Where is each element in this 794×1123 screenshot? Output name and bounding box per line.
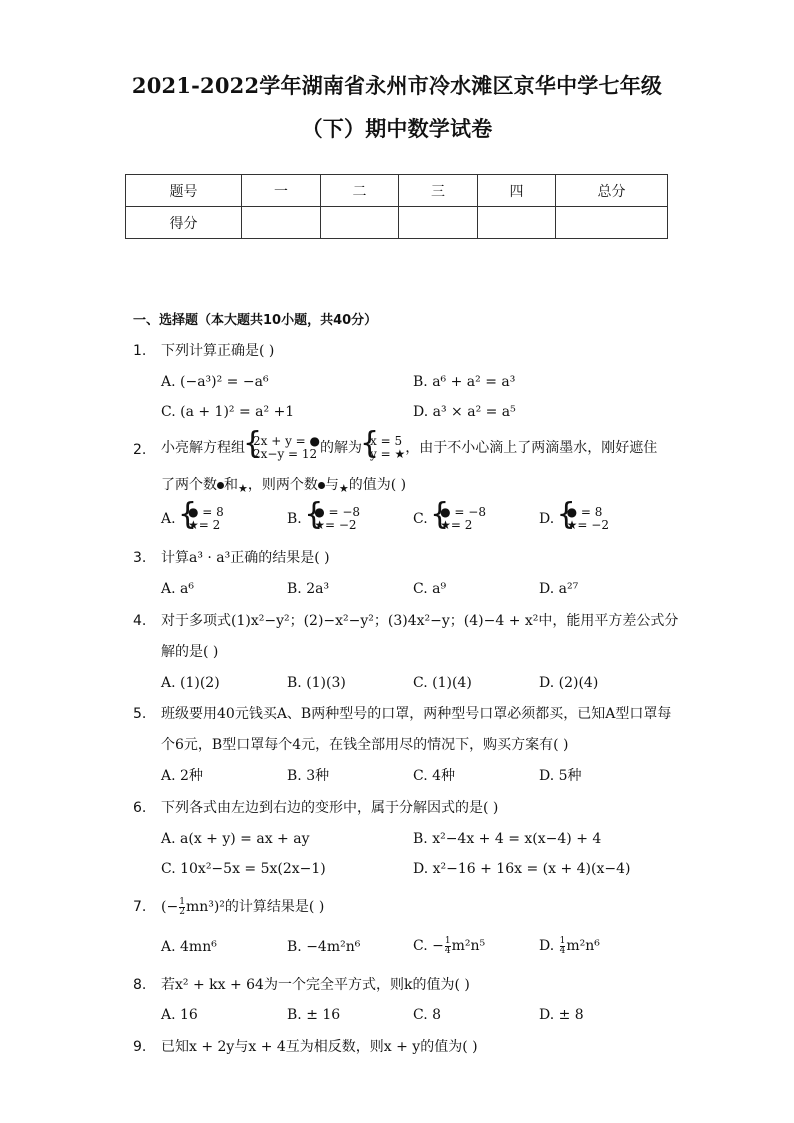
- option-system: [432, 506, 486, 532]
- option-a: A. 2种: [161, 768, 203, 784]
- q7-text-part: mn³)²的计算结果是( ): [185, 899, 325, 915]
- option-line: ★= 2: [188, 518, 221, 532]
- option-d: [539, 506, 609, 532]
- option-text: C. −: [413, 938, 444, 954]
- option-b: B. (1)(3): [287, 675, 346, 691]
- q2-text-part: ，则两个数: [247, 477, 318, 493]
- question-number: 9.: [133, 1039, 147, 1055]
- score-table: [125, 174, 668, 239]
- question-text: 下列各式由左边到右边的变形中，属于分解因式的是( ): [161, 800, 499, 816]
- ink-dot-icon: [318, 482, 325, 489]
- option-b: B. 2a³: [287, 581, 330, 597]
- option-b: B. −4m²n⁶: [287, 939, 361, 955]
- question-number: 7.: [133, 899, 147, 915]
- option-line: { ● = 8: [188, 505, 224, 519]
- header-cell: 题号: [126, 175, 242, 207]
- score-cell: [478, 207, 556, 239]
- header-cell: 二: [321, 175, 399, 207]
- option-text: m²n⁵: [451, 938, 486, 954]
- option-letter: B.: [287, 511, 302, 527]
- fraction-numerator: 1: [559, 935, 566, 946]
- question-text: 已知x + 2y与x + 4互为相反数，则x + y的值为( ): [161, 1039, 478, 1055]
- option-b: B. ± 16: [287, 1007, 341, 1023]
- question-text: [161, 895, 324, 919]
- option-c: [413, 506, 486, 532]
- option-line: ★= 2: [440, 518, 473, 532]
- score-cell: [242, 207, 321, 239]
- question-number: 3.: [133, 550, 147, 566]
- option-a: A. 16: [161, 1007, 198, 1023]
- option-d: D. a²⁷: [539, 581, 579, 597]
- option-letter: C.: [413, 511, 428, 527]
- exam-title-line1: 2021-2022学年湖南省永州市冷水滩区京华中学七年级: [131, 73, 663, 98]
- fraction-denominator: 2: [179, 906, 185, 917]
- question-text: 班级要用40元钱买A、B两种型号的口罩，两种型号口罩必须都买，已知A型口罩每: [161, 706, 672, 722]
- option-text: m²n⁶: [566, 938, 600, 954]
- option-c: C. (a + 1)² = a² +1: [161, 404, 295, 420]
- star-icon: ★: [338, 482, 349, 495]
- section-heading: 一、选择题（本大题共10小题，共40分）: [133, 313, 378, 328]
- option-d: D. (2)(4): [539, 675, 599, 691]
- option-b: [287, 506, 360, 532]
- q2-text-part: 和: [224, 477, 238, 493]
- score-table-score-row: [126, 207, 668, 239]
- option-letter: A.: [161, 511, 176, 527]
- fraction-denominator: 4: [559, 945, 566, 956]
- option-a: A. a⁶: [161, 581, 194, 597]
- solution-system: [362, 435, 405, 461]
- equation-system: [245, 435, 320, 461]
- option-line: { ● = −8: [314, 505, 361, 519]
- option-a: [161, 506, 224, 532]
- option-c: C. 8: [413, 1007, 442, 1023]
- option-b: B. x²−4x + 4 = x(x−4) + 4: [413, 831, 602, 847]
- question-number: 8.: [133, 977, 147, 993]
- equation-line: 2x−y = 12: [253, 447, 318, 461]
- option-line: ★= −2: [314, 518, 357, 532]
- header-cell: 三: [399, 175, 478, 207]
- question-text: [161, 433, 657, 463]
- score-cell: [399, 207, 478, 239]
- fraction-numerator: 1: [179, 896, 185, 907]
- fraction: [560, 937, 566, 956]
- option-system: [306, 506, 360, 532]
- solution-line: y = ★: [370, 447, 406, 461]
- option-d: D. ± 8: [539, 1007, 584, 1023]
- q2-text-part: 小亮解方程组: [161, 440, 245, 456]
- solution-line: { x = 5: [370, 434, 403, 448]
- option-system: [180, 506, 224, 532]
- question-number: 2.: [133, 442, 147, 458]
- header-cell: 一: [242, 175, 321, 207]
- ink-dot-icon: [217, 482, 224, 489]
- question-number: 1.: [133, 343, 147, 359]
- option-c: C. 4种: [413, 768, 456, 784]
- option-c: C. (1)(4): [413, 675, 472, 691]
- q2-text-part: 的解为: [320, 440, 363, 456]
- option-d: [539, 934, 600, 958]
- question-text: [161, 476, 406, 498]
- question-text: 个6元，B型口罩每个4元，在钱全部用尽的情况下，购买方案有( ): [161, 737, 569, 753]
- option-text: D.: [539, 938, 559, 954]
- exam-title-line2: （下）期中数学试卷: [301, 116, 493, 141]
- option-a: A. (−a³)² = −a⁶: [161, 374, 269, 390]
- option-c: [413, 934, 485, 958]
- q2-text-part: 的值为( ): [348, 477, 407, 493]
- fraction: [179, 898, 185, 917]
- header-cell: 四: [478, 175, 556, 207]
- question-text: 对于多项式(1)x²−y²；(2)−x²−y²；(3)4x²−y；(4)−4 + x²中，能用平方差公式分: [161, 613, 679, 629]
- option-letter: D.: [539, 511, 555, 527]
- header-cell: 总分: [556, 175, 668, 207]
- star-icon: ★: [238, 482, 248, 495]
- fraction-denominator: 4: [444, 945, 451, 956]
- fraction-numerator: 1: [444, 935, 451, 946]
- option-d: D. a³ × a² = a⁵: [413, 404, 516, 420]
- option-a: A. 4mn⁶: [161, 939, 217, 955]
- question-text: 若x² + kx + 64为一个完全平方式，则k的值为( ): [161, 977, 470, 993]
- option-d: D. x²−16 + 16x = (x + 4)(x−4): [413, 861, 631, 877]
- q2-text-part: 了两个数: [161, 477, 217, 493]
- question-number: 4.: [133, 613, 147, 629]
- option-a: A. (1)(2): [161, 675, 220, 691]
- option-line: { ● = 8: [566, 505, 603, 519]
- equation-line: { 2x + y = ●: [253, 434, 321, 448]
- question-text: 解的是( ): [161, 644, 219, 660]
- question-text: 计算a³ · a³正确的结果是( ): [161, 550, 330, 566]
- option-system: [559, 506, 609, 532]
- q7-text-part: (−: [161, 899, 179, 915]
- question-text: 下列计算正确是( ): [161, 343, 275, 359]
- option-a: A. a(x + y) = ax + ay: [161, 831, 310, 847]
- option-line: ★= −2: [566, 518, 609, 532]
- option-d: D. 5种: [539, 768, 582, 784]
- option-line: { ● = −8: [440, 505, 486, 519]
- q2-text-part: 与: [324, 477, 339, 493]
- score-cell: [321, 207, 399, 239]
- option-b: B. 3种: [287, 768, 330, 784]
- score-row-label: 得分: [126, 207, 242, 239]
- question-number: 6.: [133, 800, 147, 816]
- option-c: C. 10x²−5x = 5x(2x−1): [161, 861, 326, 877]
- question-number: 5.: [133, 706, 147, 722]
- option-b: B. a⁶ + a² = a³: [413, 374, 516, 390]
- option-c: C. a⁹: [413, 581, 447, 597]
- q2-text-part: ，由于不小心滴上了两滴墨水，刚好遮住: [405, 440, 658, 456]
- score-cell: [556, 207, 668, 239]
- score-table-header-row: [126, 175, 668, 207]
- fraction: [445, 937, 451, 956]
